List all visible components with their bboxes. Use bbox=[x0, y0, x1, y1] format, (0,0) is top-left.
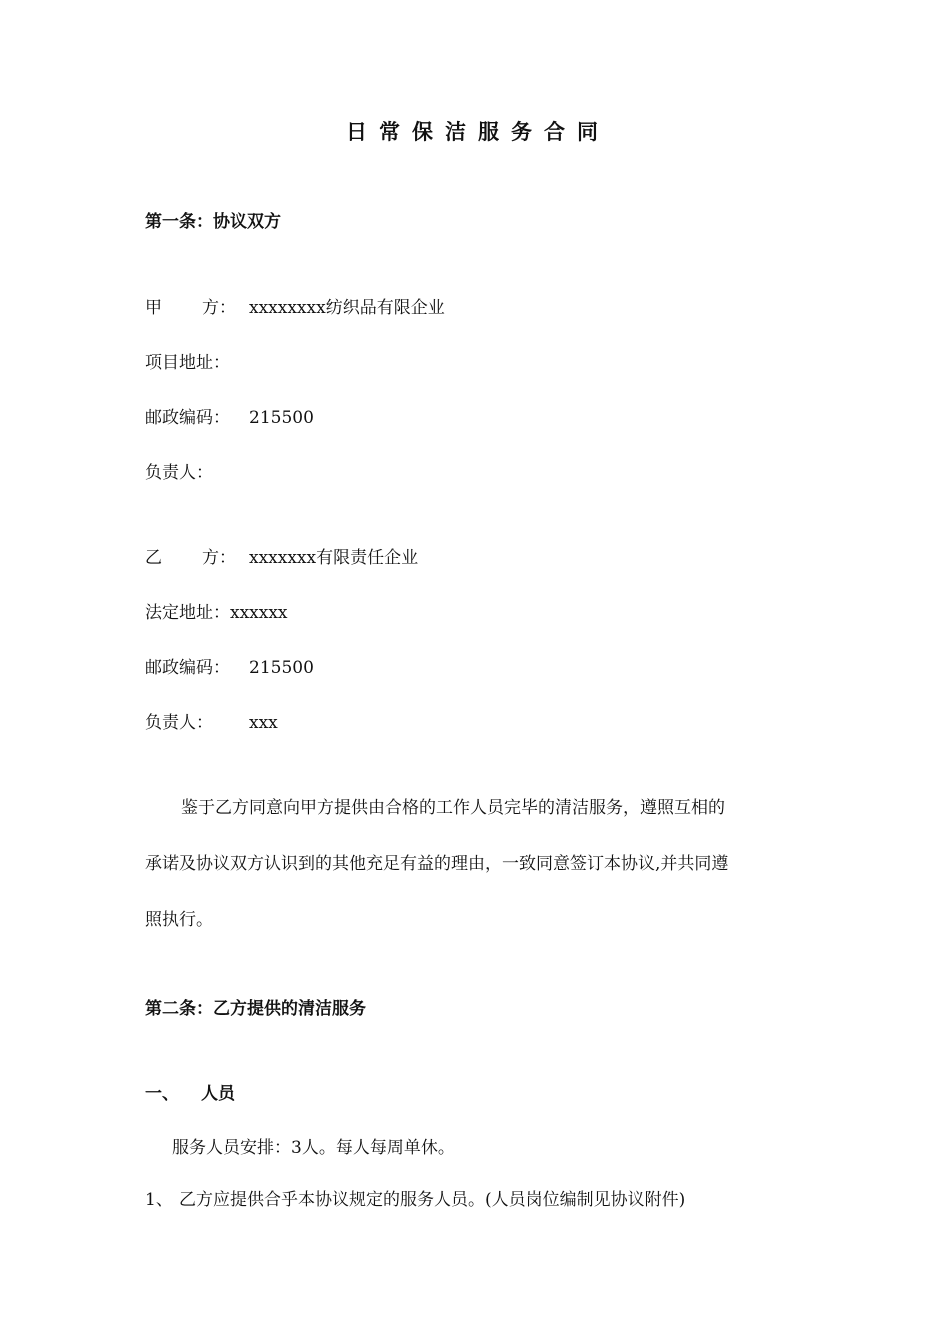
party-a-name: xxxxxxxx纺织品有限企业 bbox=[249, 298, 445, 318]
recital-line: 鉴于乙方同意向甲方提供由合格的工作人员完毕的清洁服务，遵照互相的 bbox=[181, 798, 725, 818]
party-b-postcode-row bbox=[145, 653, 314, 678]
article-2-heading: 第二条：乙方提供的清洁服务 bbox=[145, 999, 366, 1019]
party-b-row bbox=[145, 543, 418, 568]
party-b-contact-label: 负责人： bbox=[145, 713, 213, 733]
staffing-line: 服务人员安排：3人。每人每周单休。 bbox=[172, 1138, 455, 1158]
article-1-heading: 第一条：协议双方 bbox=[145, 212, 281, 232]
item-1-text: 乙方应提供合乎本协议规定的服务人员。(人员岗位编制见协议附件) bbox=[179, 1190, 686, 1210]
party-b-label: 乙 方： bbox=[145, 548, 236, 568]
party-b-postcode-value: 215500 bbox=[249, 658, 314, 678]
section-1-heading bbox=[145, 1079, 235, 1104]
party-b-name: xxxxxxx有限责任企业 bbox=[249, 548, 419, 568]
party-a-row bbox=[145, 293, 445, 318]
party-a-label: 甲 方： bbox=[145, 298, 236, 318]
recital-line: 承诺及协议双方认识到的其他充足有益的理由，一致同意签订本协议,并共同遵 bbox=[145, 854, 729, 874]
section-1-title: 人员 bbox=[201, 1084, 235, 1104]
party-a-postcode-value: 215500 bbox=[249, 408, 314, 428]
party-b-address-value: xxxxxx bbox=[230, 603, 288, 623]
party-a-address-label: 项目地址： bbox=[145, 353, 230, 373]
party-a-address-row bbox=[145, 348, 230, 373]
party-a-postcode-row bbox=[145, 403, 314, 428]
party-b-contact-value: xxx bbox=[249, 713, 278, 733]
item-1-row bbox=[145, 1185, 685, 1210]
party-a-contact-row bbox=[145, 458, 213, 483]
party-b-postcode-label: 邮政编码： bbox=[145, 658, 230, 678]
party-b-contact-row bbox=[145, 708, 278, 733]
party-a-contact-label: 负责人： bbox=[145, 463, 213, 483]
party-b-address-row bbox=[145, 598, 288, 623]
party-b-address-label: 法定地址： bbox=[145, 603, 230, 623]
recital-line: 照执行。 bbox=[145, 910, 213, 930]
party-a-postcode-label: 邮政编码： bbox=[145, 408, 230, 428]
section-1-number: 一、 bbox=[145, 1084, 179, 1104]
document-title: 日常保洁服务合同 bbox=[346, 120, 610, 144]
item-1-number: 1、 bbox=[145, 1190, 173, 1210]
